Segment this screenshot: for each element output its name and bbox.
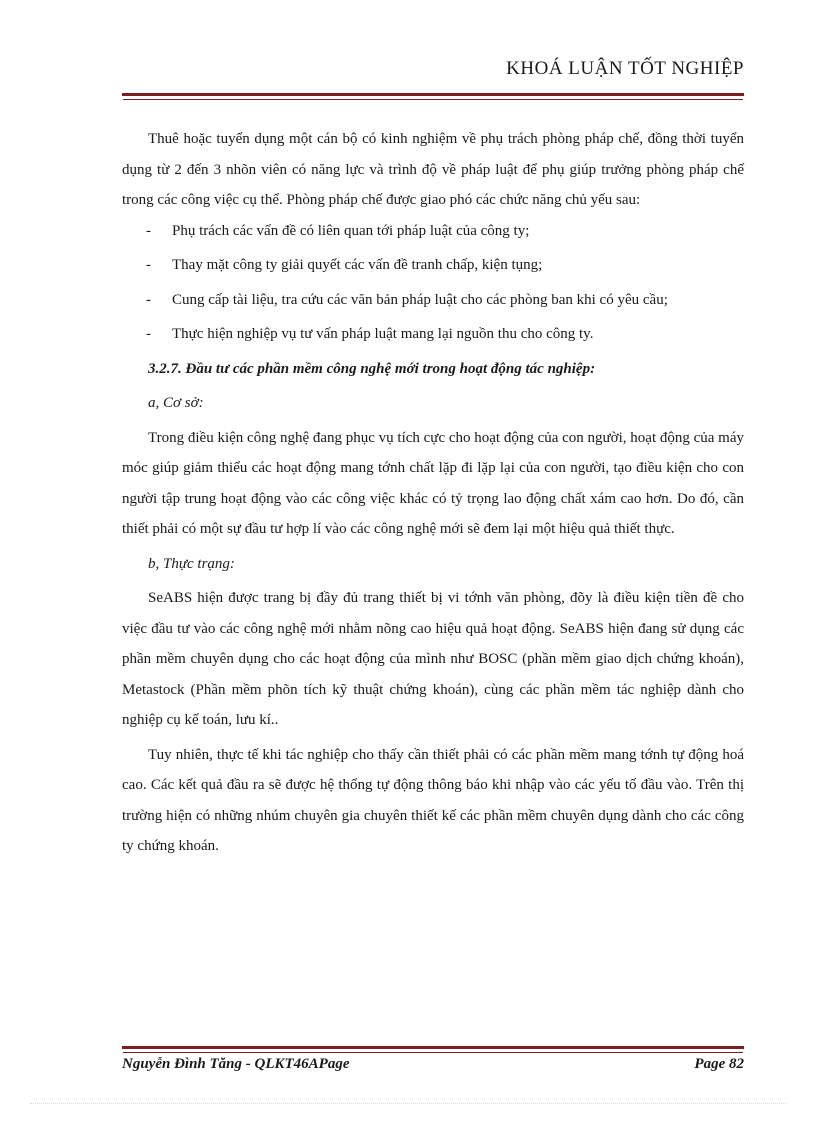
bullet-dash: - bbox=[146, 222, 151, 239]
list-item-text: Cung cấp tài liệu, tra cứu các văn bản pháp luật cho các phòng ban khi có yêu cầu; bbox=[172, 291, 668, 308]
paragraph: Trong điều kiện công nghệ đang phục vụ tích cực cho hoạt động của con người, hoạt động của máy móc giúp giảm thiểu các hoạt động mang tớnh chất lặp đi lặp lại của con người, tạo điều kiện cho con người tập trung hoạt động vào các công việc khác có tỷ trọng lao động chất xám cao hơn. Do đó, cần thiết phải có một sự đầu tư hợp lí vào các công nghệ mới sẽ đem lại một hiệu quả thiết thực. bbox=[122, 429, 745, 537]
bullet-dash: - bbox=[146, 291, 151, 308]
subsection-heading: a, Cơ sở: bbox=[148, 395, 204, 411]
page-header-title: KHOÁ LUẬN TỐT NGHIỆP bbox=[506, 58, 744, 79]
subsection-heading: b, Thực trạng: bbox=[148, 555, 235, 572]
page-number: Page 82 bbox=[694, 1056, 744, 1072]
list-item bbox=[122, 285, 744, 316]
paragraph: Thuê hoặc tuyển dụng một cán bộ có kinh nghiệm về phụ trách phòng pháp chế, đồng thời tuyển dụng từ 2 đến 3 nhõn viên có năng lực và trình độ về pháp luật để phụ giúp trưởng phòng pháp chế trong các công việc cụ thể. Phòng pháp chế được giao phó các chức năng chủ yếu sau: bbox=[122, 131, 744, 208]
footer-author: Nguyễn Đình Tăng - QLKT46APage bbox=[122, 1056, 350, 1072]
section-heading: 3.2.7. Đầu tư các phần mềm công nghệ mới trong hoạt động tác nghiệp: bbox=[148, 360, 596, 377]
list-item bbox=[122, 250, 744, 281]
page-edge-divider bbox=[30, 1103, 786, 1104]
list-item bbox=[122, 216, 744, 247]
bullet-dash: - bbox=[146, 257, 151, 273]
paragraph: Tuy nhiên, thực tế khi tác nghiệp cho thấy cần thiết phải có các phần mềm mang tớnh tự động hoá cao. Các kết quả đầu ra sẽ được hệ thống tự động thông báo khi nhập vào các yếu tố đầu vào. Trên thị trường hiện có những nhúm chuyên gia chuyên thiết kế các phần mềm chuyên dụng dành cho các công ty chứng khoán. bbox=[122, 746, 744, 854]
paragraph: SeABS hiện được trang bị đầy đủ trang thiết bị vi tớnh văn phòng, đõy là điều kiện tiền đề cho việc đầu tư vào các công nghệ mới nhằm nõng cao hiệu quả hoạt động. SeABS hiện đang sử dụng các phần mềm chuyên dụng cho các hoạt động của mình như BOSC (phần mềm giao dịch chứng khoán), Metastock (Phần mềm phõn tích kỹ thuật chứng khoán), cùng các phần mềm tác nghiệp dành cho nghiệp cụ kế toán, lưu kí.. bbox=[122, 590, 744, 728]
footer-rule bbox=[122, 1046, 744, 1049]
list-item-text: Phụ trách các vấn đề có liên quan tới pháp luật của công ty; bbox=[172, 222, 530, 239]
list-item-text: Thay mặt công ty giải quyết các vấn đề tranh chấp, kiện tụng; bbox=[172, 257, 543, 273]
list-item bbox=[122, 319, 744, 350]
page-body bbox=[122, 124, 744, 862]
bullet-dash: - bbox=[146, 326, 151, 342]
list-item-text: Thực hiện nghiệp vụ tư vấn pháp luật mang lại nguồn thu cho công ty. bbox=[172, 326, 594, 342]
header-rule bbox=[122, 93, 744, 96]
